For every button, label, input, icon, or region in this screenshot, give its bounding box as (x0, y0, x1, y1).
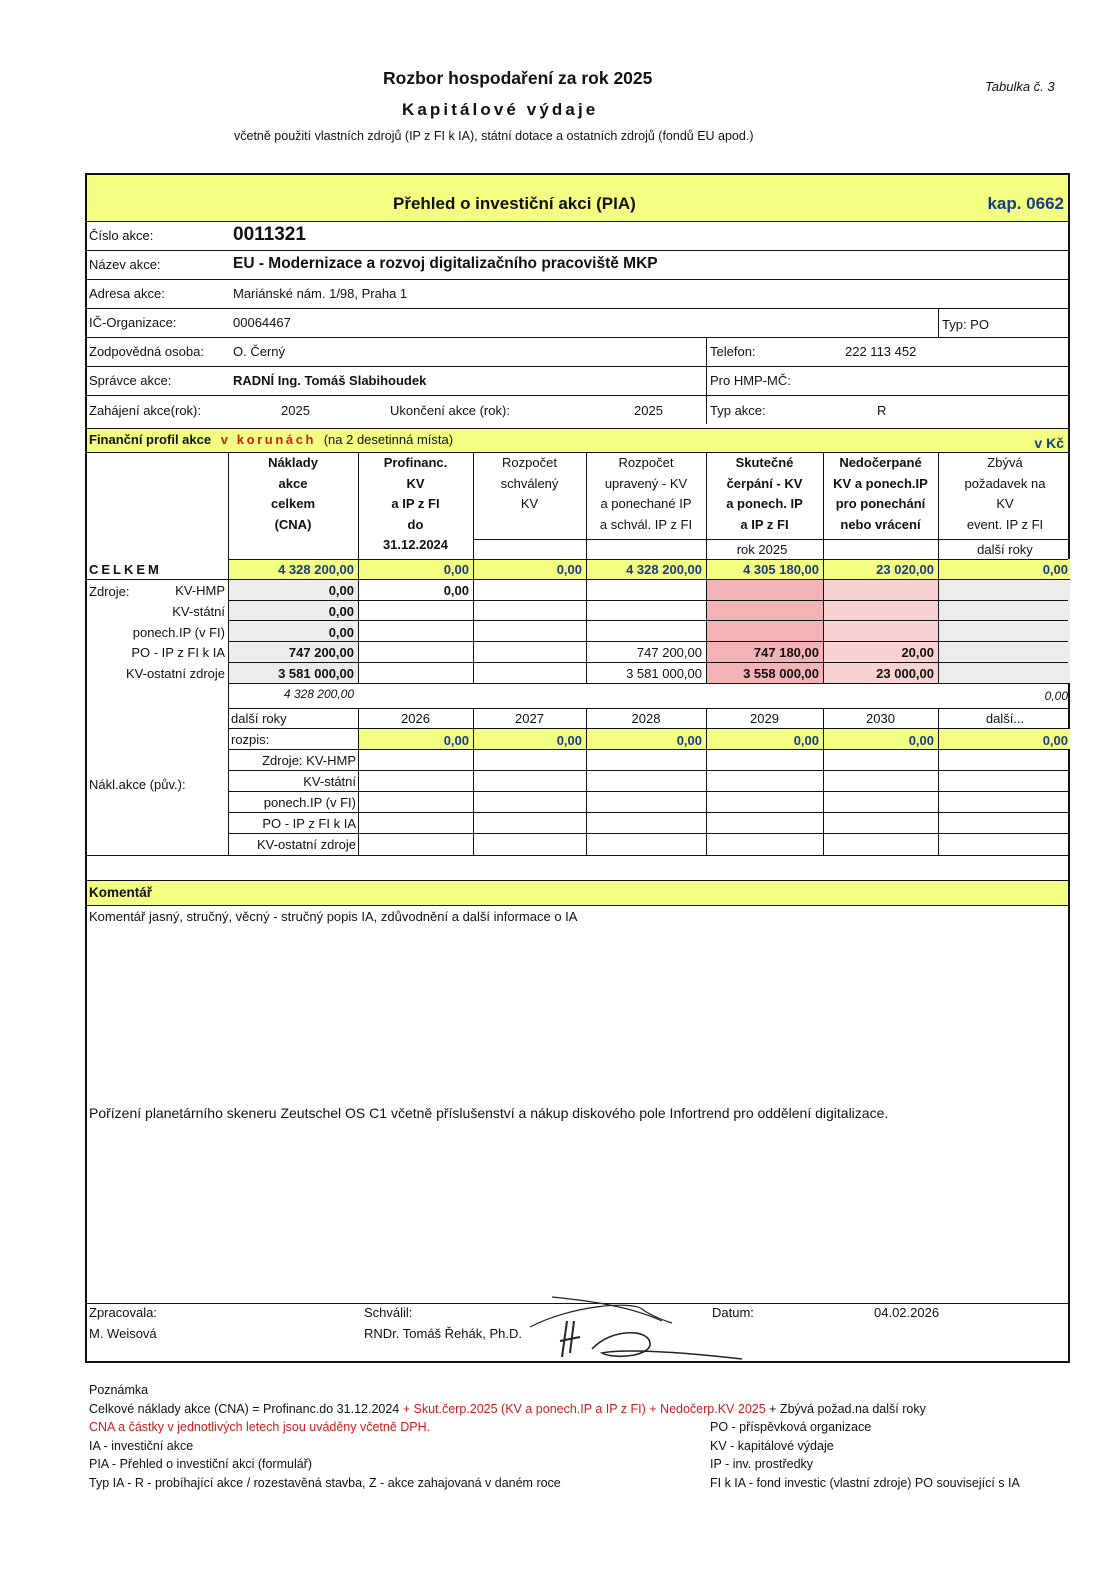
zpracovala-label: Zpracovala: (89, 1305, 157, 1320)
hmp-label: Pro HMP-MČ: (710, 373, 791, 388)
rozpis-value: 0,00 (908, 733, 934, 748)
footnote-line4: PIA - Přehled o investiční akci (formulář) (89, 1457, 312, 1471)
report-title: Rozbor hospodaření za rok 2025 (383, 68, 653, 88)
footnote-line5: Typ IA - R - probíhající akce / rozestavěná stavba, Z - akce zahajovaná v daném roce (89, 1476, 561, 1490)
zahajeni-value: 2025 (281, 403, 310, 418)
future-source-label: KV-ostatní zdroje (257, 837, 356, 852)
source-cna: 0,00 (328, 603, 354, 619)
osoba-value: O. Černý (233, 344, 286, 359)
column-header-line: a IP z FI (740, 516, 789, 532)
footnote-r5: FI k IA - fond investic (vlastní zdroje) PO související s IA (710, 1476, 1020, 1490)
source-label: KV-ostatní zdroje (126, 666, 225, 682)
column-header-line: Zbývá (987, 455, 1023, 470)
celkem-value: 4 305 180,00 (743, 562, 819, 577)
ukonceni-value: 2025 (634, 403, 663, 418)
column-header-line: KV (996, 496, 1014, 511)
zbyva-shade (938, 580, 1070, 683)
column-header-line: a ponechané IP (600, 496, 692, 511)
future-source-label: Zdroje: KV-HMP (262, 753, 356, 768)
footnote-r3: KV - kapitálové výdaje (710, 1439, 834, 1453)
source-label: KV-státní (172, 603, 225, 619)
year-label: 2028 (631, 711, 661, 726)
celkem-value: 0,00 (443, 562, 469, 577)
column-header-line: Nedočerpané (839, 455, 922, 470)
footnote-r2: PO - příspěvková organizace (710, 1420, 872, 1434)
future-source-label: ponech.IP (v FI) (263, 795, 356, 810)
column-header-line: požadavek na (964, 475, 1046, 491)
source-label: ponech.IP (v FI) (132, 624, 225, 640)
column-header-line: akce (278, 475, 308, 491)
nakl-label: Nákl.akce (pův.): (89, 777, 186, 792)
typ-org: Typ: PO (942, 317, 989, 332)
source-cna: 3 581 000,00 (278, 666, 354, 682)
rozpis-value: 0,00 (1042, 733, 1068, 748)
komentar-text: Pořízení planetárního skeneru Zeutschel OS C1 včetně příslušenství a nákup diskového pole Infortrend pro oddělení digitalizace. (89, 1105, 889, 1121)
telefon-value: 222 113 452 (845, 344, 917, 359)
source-cna: 747 200,00 (288, 645, 354, 661)
rozpis-value: 0,00 (676, 733, 702, 748)
source-label: KV-HMP (175, 583, 225, 598)
osoba-label: Zodpovědná osoba: (89, 344, 204, 359)
sum-cna: 4 328 200,00 (283, 687, 354, 701)
future-source-label: PO - IP z FI k IA (262, 816, 356, 831)
celkem-value: 4 328 200,00 (626, 562, 702, 577)
column-header-line: KV (520, 496, 539, 511)
column-header-line: a ponech. IP (726, 496, 803, 511)
year-label: 2030 (866, 711, 895, 726)
komentar-hint: Komentář jasný, stručný, věcný - stručný popis IA, zdůvodnění a další informace o IA (89, 909, 578, 924)
komentar-band (87, 880, 1068, 905)
adresa-label: Adresa akce: (89, 286, 165, 301)
future-source-label: KV-státní (303, 774, 356, 789)
column-header-line: Skutečné (735, 455, 794, 470)
column-header-line: Profinanc. (383, 455, 448, 470)
column-header-line: Rozpočet (502, 455, 557, 470)
source-upraveny: 3 581 000,00 (626, 666, 702, 682)
komentar-label: Komentář (89, 885, 153, 900)
adresa-value: Mariánské nám. 1/98, Praha 1 (233, 286, 408, 301)
celkem-value: 23 020,00 (876, 562, 934, 577)
source-nedocerpane: 20,00 (901, 645, 934, 661)
pia-form (85, 173, 1070, 1363)
report-subtitle: Kapitálové výdaje (402, 100, 599, 119)
source-prof: 0,00 (443, 583, 469, 598)
celkem-value: 4 328 200,00 (278, 562, 354, 577)
year-label: další... (985, 711, 1025, 726)
sum-right: 0,00 (1044, 689, 1068, 703)
future-label: další roky (231, 711, 287, 726)
footnote-line2: CNA a částky v jednotlivých letech jsou uváděny včetně DPH. (89, 1420, 431, 1434)
cislo-label: Číslo akce: (89, 228, 154, 243)
source-upraveny: 747 200,00 (636, 645, 702, 661)
source-skutecne: 747 180,00 (753, 645, 819, 661)
column-header-line: Náklady (268, 455, 318, 470)
column-header-line: celkem (270, 496, 316, 511)
column-header-line: čerpání - KV (726, 475, 803, 491)
footnote-line3: IA - investiční akce (89, 1439, 194, 1453)
spravce-label: Správce akce: (89, 373, 172, 388)
celkem-label: CELKEM (89, 562, 162, 577)
footnote-l1b: + Skut.čerp.2025 (KV a ponech.IP a IP z FI) + Nedočerp.KV 2025 (399, 1402, 766, 1416)
celkem-value: 0,00 (556, 562, 582, 577)
fin-label-b: v korunách (220, 432, 317, 447)
source-cna: 0,00 (328, 583, 354, 598)
footnote-l1c: + Zbývá požad.na další roky (765, 1402, 926, 1416)
form-title: Přehled o investiční akci (PIA) (393, 194, 636, 213)
nazev-value: EU - Modernizace a rozvoj digitalizačního pracoviště MKP (233, 255, 658, 272)
footnote-r4: IP - inv. prostředky (710, 1457, 814, 1471)
source-cna: 0,00 (328, 624, 354, 640)
spravce-value: RADNÍ Ing. Tomáš Slabihoudek (233, 373, 427, 388)
column-header-line: 31.12.2024 (382, 537, 449, 552)
source-nedocerpane: 23 000,00 (876, 666, 934, 682)
column-header-line: nebo vrácení (840, 516, 921, 532)
column-header-line: a schvál. IP z FI (599, 516, 693, 532)
unit-label: v Kč (1034, 435, 1064, 451)
zdroje-label: Zdroje: (89, 584, 130, 599)
schvalil-label: Schválil: (364, 1305, 413, 1320)
year-label: 2027 (515, 711, 544, 726)
rozpis-value: 0,00 (556, 733, 582, 748)
ic-label: IČ-Organizace: (89, 315, 177, 330)
footnote-line1 (89, 1403, 926, 1416)
column-header-line: KV a ponech.IP (833, 475, 928, 491)
dalsi-roky-label: další roky (977, 542, 1033, 557)
ukonceni-label: Ukončení akce (rok): (390, 403, 510, 418)
year-label: 2029 (750, 711, 779, 726)
column-header-line: schválený (500, 475, 559, 491)
source-skutecne: 3 558 000,00 (743, 666, 819, 682)
footnote-title: Poznámka (89, 1383, 149, 1397)
typ-akce-label: Typ akce: (710, 403, 766, 418)
fin-label-a: Finanční profil akce (89, 432, 212, 447)
source-label: PO - IP z FI k IA (131, 645, 225, 661)
fin-label-c: (na 2 desetinná místa) (323, 432, 454, 447)
zahajeni-label: Zahájení akce(rok): (89, 403, 201, 418)
rozpis-value: 0,00 (443, 733, 469, 748)
column-header-line: upravený - KV (604, 475, 688, 491)
column-header-line: pro ponechání (835, 496, 926, 511)
column-header-line: Rozpočet (618, 455, 674, 470)
typ-akce-value: R (877, 403, 887, 418)
chapter-code: kap. 0662 (987, 194, 1064, 213)
footnote-l1a: Celkové náklady akce (CNA) = Profinanc.do 31.12.2024 (89, 1402, 400, 1416)
nazev-label: Název akce: (89, 257, 161, 272)
fin-profile-label (89, 433, 453, 446)
datum-label: Datum: (712, 1305, 754, 1320)
zpracovala-name: M. Weisová (89, 1326, 157, 1341)
signature-scribble (522, 1287, 752, 1361)
column-header-line: (CNA) (274, 516, 312, 532)
cislo-value: 0011321 (233, 224, 306, 245)
celkem-value: 0,00 (1042, 562, 1068, 577)
column-header-line: event. IP z FI (966, 516, 1044, 532)
year-label: 2026 (401, 711, 430, 726)
report-note: včetně použití vlastních zdrojů (IP z FI k IA), státní dotace a ostatních zdrojů (fondů EU apod.) (234, 129, 754, 143)
table-number: Tabulka č. 3 (985, 79, 1055, 94)
rok-2025-label: rok 2025 (736, 542, 788, 557)
column-header-line: KV (406, 475, 425, 491)
telefon-label: Telefon: (710, 344, 756, 359)
rozpis-value: 0,00 (793, 733, 819, 748)
ic-value: 00064467 (233, 315, 291, 330)
column-header-line: do (407, 516, 424, 532)
column-header-line: a IP z FI (391, 496, 440, 511)
schvalil-name: RNDr. Tomáš Řehák, Ph.D. (364, 1326, 522, 1341)
rozpis-label: rozpis: (231, 732, 270, 747)
datum-value: 04.02.2026 (874, 1305, 940, 1320)
